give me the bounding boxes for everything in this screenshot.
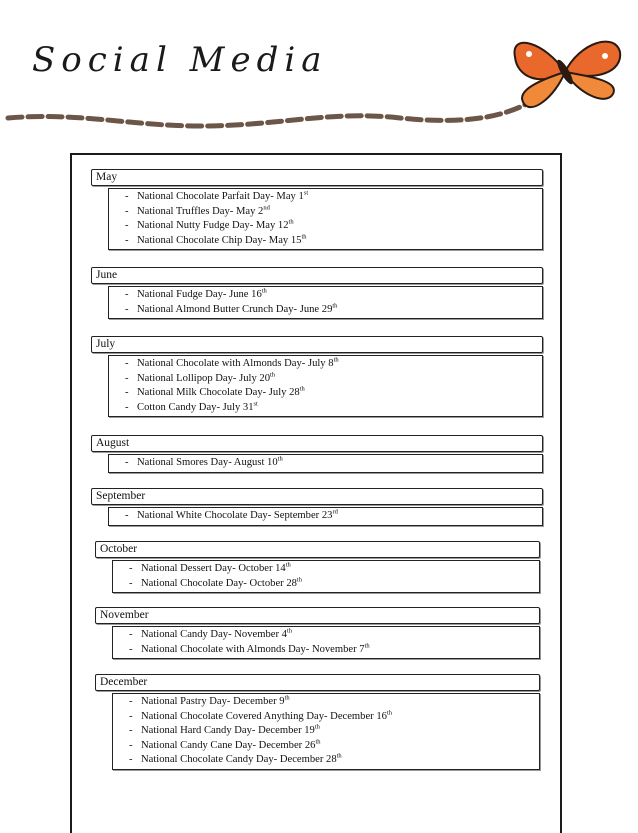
- month-september: [91, 488, 543, 526]
- list-item: - National Chocolate Covered Anything Day- December 16th: [129, 710, 539, 725]
- list-item: - National Chocolate Parfait Day- May 1st: [125, 190, 542, 205]
- list-item: - National Pastry Day- December 9th: [129, 695, 539, 710]
- month-heading: July: [91, 336, 543, 353]
- event-list: [108, 286, 543, 319]
- month-heading: September: [91, 488, 543, 505]
- list-item: - National White Chocolate Day- September 23rd: [125, 509, 542, 524]
- month-heading: December: [95, 674, 540, 691]
- event-list: [112, 693, 540, 770]
- event-list: [112, 560, 540, 593]
- month-may: [91, 169, 543, 250]
- list-item: - Cotton Candy Day- July 31st: [125, 401, 542, 416]
- event-list: [108, 507, 543, 526]
- month-heading: October: [95, 541, 540, 558]
- list-item: - National Truffles Day- May 2nd: [125, 205, 542, 220]
- list-item: - National Chocolate Day- October 28th: [129, 577, 539, 592]
- month-december: [95, 674, 540, 770]
- list-item: - National Lollipop Day- July 20th: [125, 372, 542, 387]
- page-title: Social Media: [32, 40, 328, 80]
- butterfly-icon: [515, 42, 621, 108]
- month-heading: June: [91, 267, 543, 284]
- list-item: - National Fudge Day- June 16th: [125, 288, 542, 303]
- event-list: [108, 454, 543, 473]
- list-item: - National Chocolate with Almonds Day- July 8th: [125, 357, 542, 372]
- decorative-header: [0, 0, 638, 150]
- event-list: [112, 626, 540, 659]
- list-item: - National Almond Butter Crunch Day- June 29th: [125, 303, 542, 318]
- list-item: - National Chocolate with Almonds Day- November 7th: [129, 643, 539, 658]
- list-item: - National Chocolate Chip Day- May 15th: [125, 234, 542, 249]
- month-august: [91, 435, 543, 473]
- event-list: [108, 355, 543, 417]
- list-item: - National Milk Chocolate Day- July 28th: [125, 386, 542, 401]
- list-item: - National Chocolate Candy Day- December 28th: [129, 753, 539, 768]
- list-item: - National Candy Day- November 4th: [129, 628, 539, 643]
- month-october: [95, 541, 540, 593]
- list-item: - National Nutty Fudge Day- May 12th: [125, 219, 542, 234]
- month-heading: November: [95, 607, 540, 624]
- list-item: - National Dessert Day- October 14th: [129, 562, 539, 577]
- month-june: [91, 267, 543, 319]
- stitched-line: [8, 92, 545, 126]
- month-heading: May: [91, 169, 543, 186]
- list-item: - National Candy Cane Day- December 26th: [129, 739, 539, 754]
- event-list: [108, 188, 543, 250]
- month-november: [95, 607, 540, 659]
- list-item: - National Smores Day- August 10th: [125, 456, 542, 471]
- month-heading: August: [91, 435, 543, 452]
- list-item: - National Hard Candy Day- December 19th: [129, 724, 539, 739]
- month-july: [91, 336, 543, 417]
